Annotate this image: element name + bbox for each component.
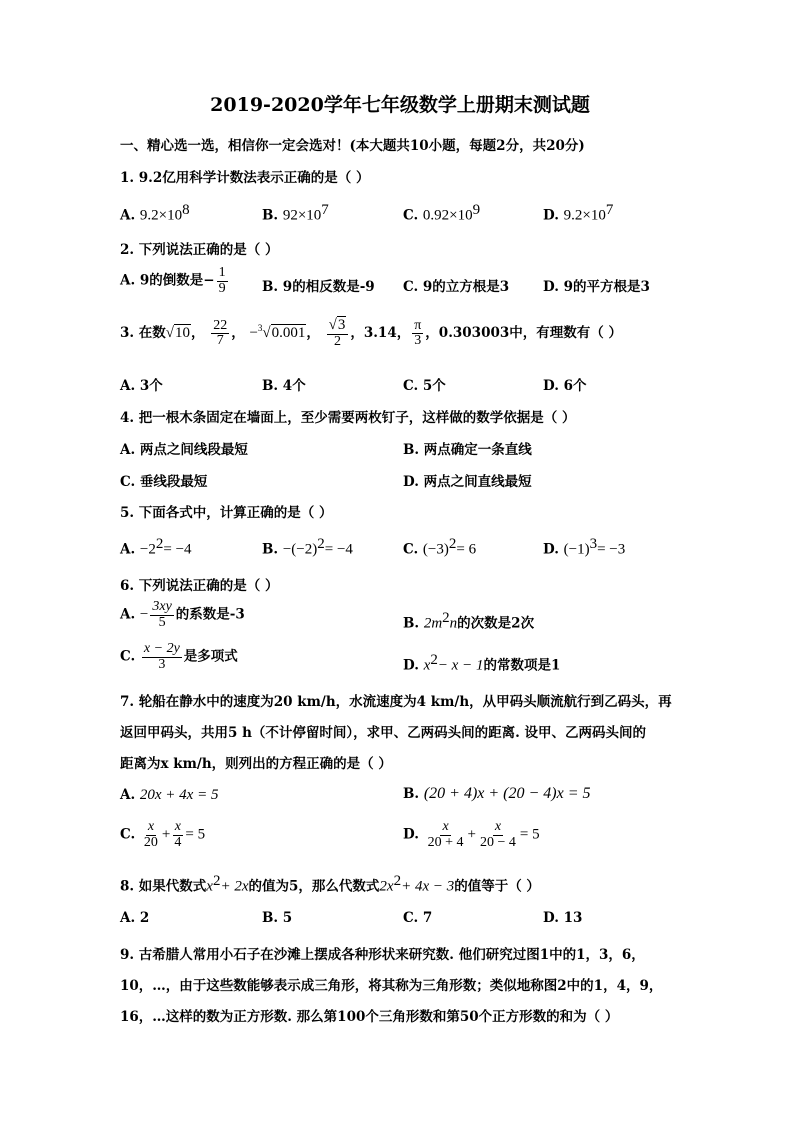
question-9-line-3: 16，…这样的数为正方形数. 那么第100个三角形数和第50个正方形数的和为（ ）: [120, 1009, 619, 1025]
q1-option-c: C. $0.92\times 10^9$: [403, 202, 481, 224]
question-1-stem: 1. 9.2亿用科学计数法表示正确的是（ ）: [120, 170, 370, 186]
q5-option-b: B. $-(-2)^2= -4$: [262, 536, 353, 558]
q1-option-d: D. $9.2\times 10^7$: [543, 202, 614, 224]
question-7-line-2: 返回甲码头，共用5 h（不计停留时间），求甲、乙两码头间的距离. 设甲、乙两码头间的: [120, 725, 647, 741]
q7-option-b: B. (20 + 4)x + (20 − 4)x = 5: [403, 785, 591, 802]
q7-option-a: A. 20x + 4x = 5: [120, 787, 219, 803]
q2-option-b: B. 9的相反数是-9: [262, 279, 375, 295]
q6-option-b: B. $2m^2n$的次数是2次: [403, 610, 535, 632]
question-9-line-1: 9. 古希腊人常用小石子在沙滩上摆成各种形状来研究数. 他们研究过图1中的1，3，6，: [120, 947, 645, 963]
q2-option-c: C. 9的立方根是3: [403, 279, 510, 295]
q7-option-d: D. $\frac{x}{20 + 4}$ + $\frac{x}{20 - 4}$ = 5: [403, 819, 540, 850]
q7-option-c: C. $\frac{x}{20}$ + $\frac{x}{4}$ = 5: [120, 819, 206, 850]
q2-option-a: A. 9的倒数是− $\frac{1}{9}$: [120, 265, 226, 296]
q5-option-a: A. $-2^2= -4$: [120, 536, 192, 558]
q3-option-a: A. 3个: [120, 378, 163, 394]
q3-option-d: D. 6个: [543, 378, 587, 394]
q8-option-c: C. 7: [403, 910, 433, 926]
page-title: 2019-2020学年七年级数学上册期末测试题: [210, 94, 590, 116]
q5-option-c: C. $(-3)^2= 6$: [403, 536, 477, 558]
q4-option-a: A. 两点之间线段最短: [120, 442, 248, 458]
q8-option-d: D. 13: [543, 910, 583, 926]
q8-option-b: B. 5: [262, 910, 293, 926]
question-7-line-1: 7. 轮船在静水中的速度为20 km/h，水流速度为4 km/h，从甲码头顺流航行到乙码头，再: [120, 694, 672, 710]
q1-option-b: B. $92\times 10^7$: [262, 202, 329, 224]
q5-option-d: D. $(-1)^3= -3$: [543, 536, 626, 558]
q4-option-b: B. 两点确定一条直线: [403, 442, 532, 458]
question-5-stem: 5. 下面各式中，计算正确的是（ ）: [120, 505, 333, 521]
q2-option-d: D. 9的平方根是3: [543, 279, 650, 295]
q4-option-d: D. 两点之间直线最短: [403, 474, 532, 490]
question-8-stem: 8. 如果代数式$x^2+ 2x$的值为5，那么代数式$2x^2+ 4x - 3$的值等于（ ）: [120, 873, 540, 895]
question-7-line-3: 距离为x km/h，则列出的方程正确的是（ ）: [120, 756, 392, 772]
question-2-stem: 2. 下列说法正确的是（ ）: [120, 242, 279, 258]
q6-option-d: D. $x^2- x - 1$的常数项是1: [403, 652, 561, 674]
q3-option-b: B. 4个: [262, 378, 306, 394]
q3-option-c: C. 5个: [403, 378, 446, 394]
question-4-stem: 4. 把一根木条固定在墙面上，至少需要两枚钉子，这样做的数学依据是（ ）: [120, 410, 576, 426]
section-heading: 一、精心选一选，相信你一定会选对！(本大题共10小题，每题2分，共20分): [120, 138, 585, 154]
question-9-line-2: 10，…，由于这些数能够表示成三角形，将其称为三角形数；类似地称图2中的1，4，9，: [120, 978, 663, 994]
q6-option-c: C. $\frac{x - 2y}{3}$ 是多项式: [120, 641, 238, 672]
q6-option-a: A. − $\frac{3xy}{5}$ 的系数是-3: [120, 599, 245, 630]
question-6-stem: 6. 下列说法正确的是（ ）: [120, 578, 279, 594]
q4-option-c: C. 垂线段最短: [120, 474, 208, 490]
q8-option-a: A. 2: [120, 910, 150, 926]
q1-option-a: A. $9.2\times 10^8$: [120, 202, 190, 224]
question-3-stem: 3. 在数√10， $\frac{22}{7}$ ， −$^3$√0.001， $\frac{√3}{2}$ ，3.14， $\frac{\pi}{3}$ ，0.303003中，有理数有（ ）: [120, 317, 622, 349]
